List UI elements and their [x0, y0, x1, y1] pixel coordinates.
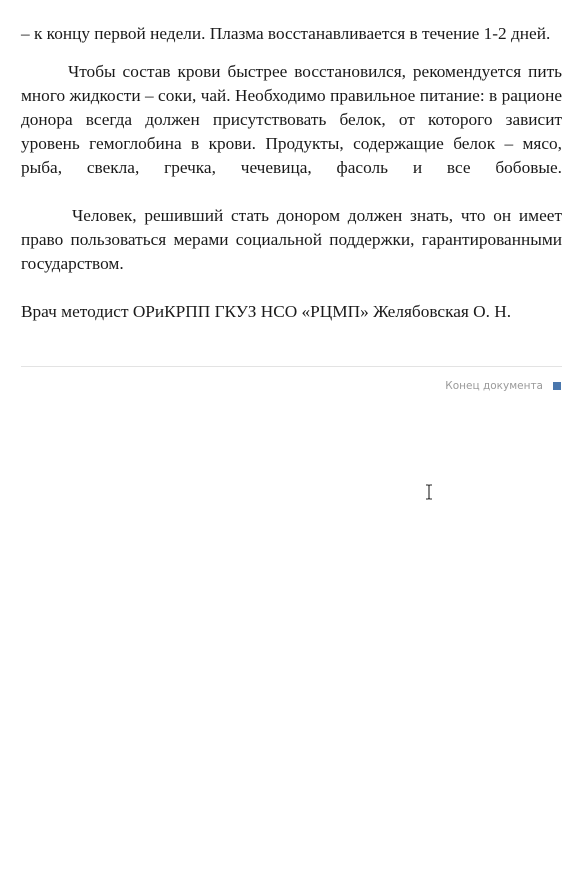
text-cursor-icon	[424, 484, 434, 500]
paragraph-spacer	[21, 276, 562, 300]
paragraph-social-support: Человек, решивший стать донором должен знать, что он имеет право пользоваться мерами социальной поддержки, гарантированными государством.	[21, 206, 562, 273]
document-body	[21, 22, 562, 324]
end-divider	[21, 366, 562, 367]
paragraph-spacer	[21, 180, 562, 204]
paragraph-recovery: Чтобы состав крови быстрее восстановился, рекомендуется пить много жидкости – соки, чай. Необходимо правильное питание: в рационе донора всегда должен присутствовать белок, от которого зависит уровень гемоглобина в крови. Продукты, содержащие белок – мясо, рыба, свекла, гречка, чечевица, фасоль и все бобовые.	[21, 62, 562, 177]
end-marker-icon	[553, 382, 561, 390]
author-signature: Врач методист ОРиКРПП ГКУЗ НСО «РЦМП» Желябовская О. Н.	[21, 302, 512, 321]
paragraph-plasma: – к концу первой недели. Плазма восстанавливается в течение 1-2 дней.	[21, 24, 551, 43]
end-of-document	[445, 380, 561, 392]
end-of-document-label: Конец документа	[445, 380, 543, 392]
